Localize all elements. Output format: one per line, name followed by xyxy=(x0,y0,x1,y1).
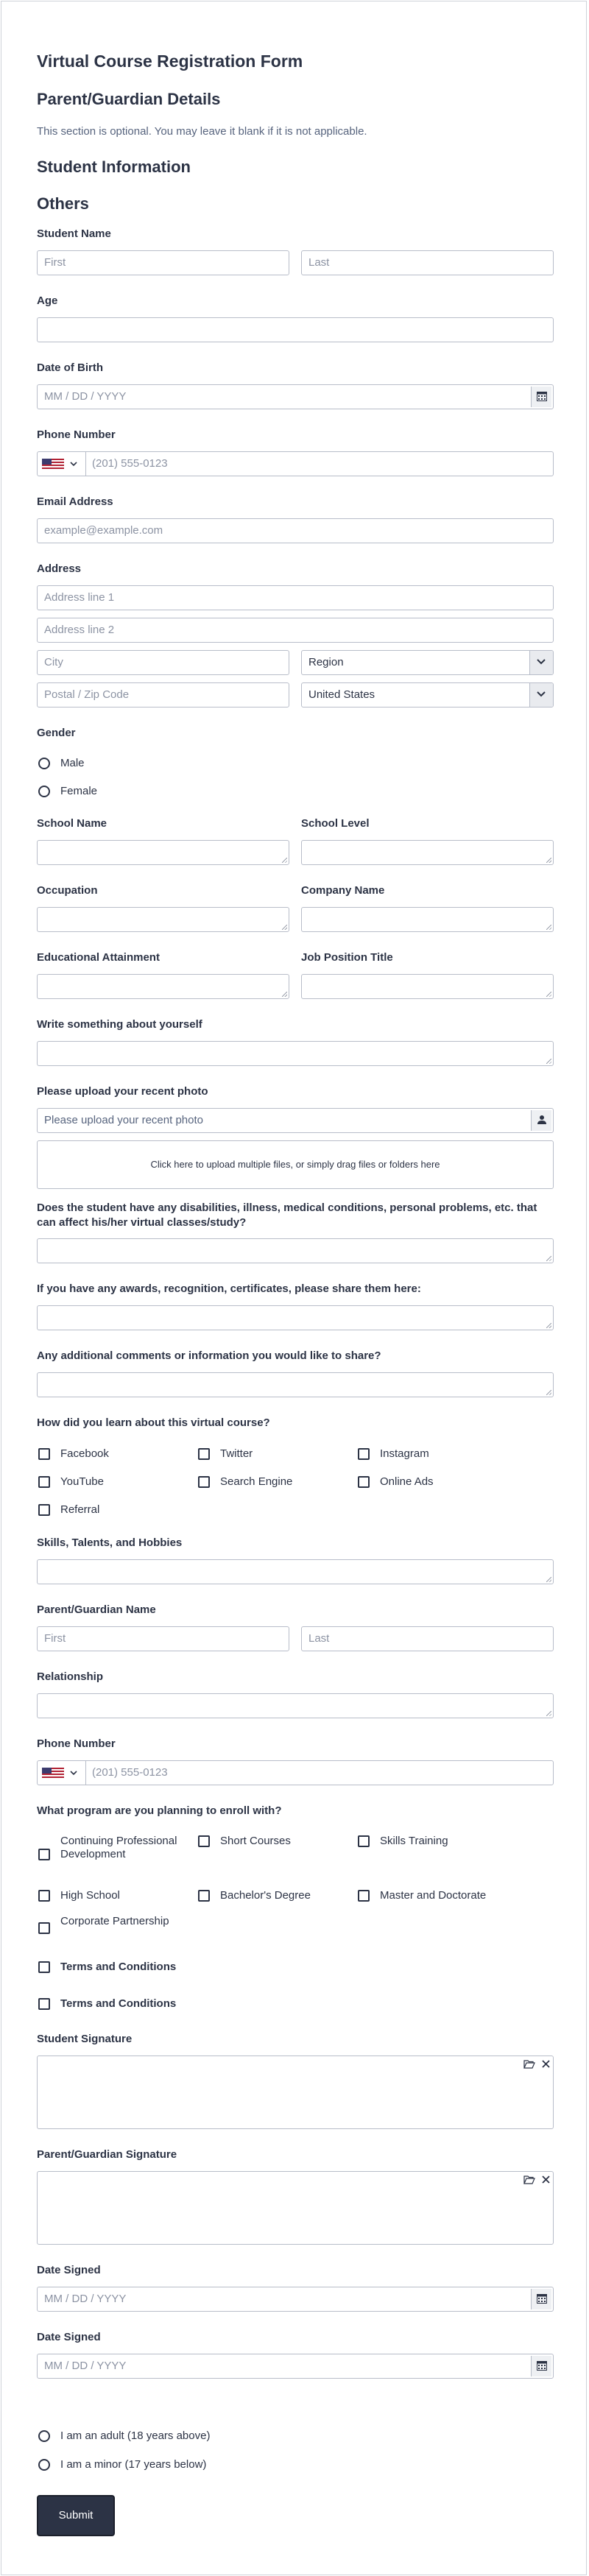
relationship-input[interactable] xyxy=(37,1693,554,1718)
region-select[interactable] xyxy=(301,650,554,675)
dob-placeholder: MM / DD / YYYY xyxy=(44,390,127,403)
email-placeholder: example@example.com xyxy=(44,524,163,537)
photo-placeholder: Please upload your recent photo xyxy=(44,1114,203,1126)
student-name-label: Student Name xyxy=(37,227,111,240)
last-placeholder: Last xyxy=(308,256,330,269)
parent-phone-input[interactable] xyxy=(37,1760,554,1785)
photo-label: Please upload your recent photo xyxy=(37,1085,208,1098)
age-label: Age xyxy=(37,294,58,307)
country-flag-dropdown[interactable] xyxy=(38,1761,86,1785)
learn-search-engine-label: Search Engine xyxy=(220,1475,293,1488)
program-skills-training-checkbox[interactable] xyxy=(358,1835,370,1847)
region-value: Region xyxy=(308,656,344,668)
learn-youtube-checkbox[interactable] xyxy=(38,1476,50,1488)
learn-label: How did you learn about this virtual course? xyxy=(37,1416,270,1429)
parent-phone-placeholder: (201) 555-0123 xyxy=(92,1766,168,1779)
company-name-label: Company Name xyxy=(301,884,385,897)
postal-placeholder: Postal / Zip Code xyxy=(44,688,130,701)
program-short-courses-checkbox[interactable] xyxy=(198,1835,210,1847)
program-high-school-label: High School xyxy=(60,1889,120,1902)
address-line1-input[interactable] xyxy=(37,585,554,610)
terms-checkbox-2[interactable] xyxy=(38,1998,50,2010)
city-input[interactable] xyxy=(37,650,289,675)
company-name-input[interactable] xyxy=(301,907,554,932)
submit-button[interactable]: Submit xyxy=(37,2495,115,2536)
learn-facebook-checkbox[interactable] xyxy=(38,1448,50,1460)
country-select[interactable] xyxy=(301,682,554,707)
about-label: Write something about yourself xyxy=(37,1018,202,1031)
gender-male-label: Male xyxy=(60,757,85,769)
school-name-label: School Name xyxy=(37,817,107,830)
postal-input[interactable] xyxy=(37,682,289,707)
phone-input[interactable] xyxy=(37,451,554,476)
folder-open-icon[interactable] xyxy=(523,2059,535,2069)
learn-online-ads-checkbox[interactable] xyxy=(358,1476,370,1488)
parent-details-description: This section is optional. You may leave it blank if it is not applicable. xyxy=(37,125,367,138)
learn-referral-checkbox[interactable] xyxy=(38,1504,50,1516)
country-flag-dropdown[interactable] xyxy=(38,452,86,476)
parent-last-name-input[interactable] xyxy=(301,1626,554,1651)
adult-radio[interactable] xyxy=(38,2430,50,2442)
address-line1-placeholder: Address line 1 xyxy=(44,591,115,604)
calendar-icon[interactable] xyxy=(531,2289,551,2309)
student-signature-pad[interactable] xyxy=(37,2055,554,2129)
parent-details-heading: Parent/Guardian Details xyxy=(37,90,221,108)
date-signed-1-label: Date Signed xyxy=(37,2264,101,2276)
dob-input[interactable] xyxy=(37,384,554,409)
chevron-down-icon xyxy=(529,651,553,674)
date-signed-2-placeholder: MM / DD / YYYY xyxy=(44,2360,127,2372)
program-skills-training-label: Skills Training xyxy=(380,1835,448,1847)
job-title-input[interactable] xyxy=(301,974,554,999)
folder-open-icon[interactable] xyxy=(523,2175,535,2185)
address-line2-placeholder: Address line 2 xyxy=(44,624,115,636)
first-placeholder: First xyxy=(44,256,66,269)
parent-first-placeholder: First xyxy=(44,1632,66,1645)
terms-label-2: Terms and Conditions xyxy=(60,1997,177,2010)
parent-signature-label: Parent/Guardian Signature xyxy=(37,2148,177,2161)
gender-female-radio[interactable] xyxy=(38,786,50,797)
learn-youtube-label: YouTube xyxy=(60,1475,104,1488)
skills-label: Skills, Talents, and Hobbies xyxy=(37,1536,183,1549)
awards-label: If you have any awards, recognition, certificates, please share them here: xyxy=(37,1282,421,1295)
terms-label-1: Terms and Conditions xyxy=(60,1961,177,1973)
close-icon[interactable] xyxy=(542,2060,550,2068)
address-line2-input[interactable] xyxy=(37,618,554,643)
occupation-input[interactable] xyxy=(37,907,289,932)
file-drop-zone[interactable] xyxy=(37,1140,554,1189)
awards-input[interactable] xyxy=(37,1305,554,1330)
program-label: What program are you planning to enroll with? xyxy=(37,1804,282,1817)
learn-online-ads-label: Online Ads xyxy=(380,1475,434,1488)
about-input[interactable] xyxy=(37,1041,554,1066)
learn-instagram-checkbox[interactable] xyxy=(358,1448,370,1460)
program-corporate-label: Corporate Partnership xyxy=(60,1915,169,1927)
city-placeholder: City xyxy=(44,656,63,668)
education-label: Educational Attainment xyxy=(37,951,160,964)
program-corporate-checkbox[interactable] xyxy=(38,1922,50,1934)
close-icon[interactable] xyxy=(542,2176,550,2184)
job-title-label: Job Position Title xyxy=(301,951,393,964)
student-last-name-input[interactable] xyxy=(301,250,554,275)
chevron-down-icon xyxy=(70,1771,77,1775)
parent-first-name-input[interactable] xyxy=(37,1626,289,1651)
drop-zone-text: Click here to upload multiple files, or simply drag files or folders here xyxy=(150,1159,440,1170)
gender-male-radio[interactable] xyxy=(38,758,50,769)
us-flag-icon xyxy=(42,1768,64,1779)
education-input[interactable] xyxy=(37,974,289,999)
learn-twitter-label: Twitter xyxy=(220,1447,253,1460)
student-first-name-input[interactable] xyxy=(37,250,289,275)
user-icon[interactable] xyxy=(531,1110,551,1131)
dob-label: Date of Birth xyxy=(37,361,103,374)
calendar-icon[interactable] xyxy=(531,387,551,407)
learn-twitter-checkbox[interactable] xyxy=(198,1448,210,1460)
skills-input[interactable] xyxy=(37,1559,554,1584)
minor-radio[interactable] xyxy=(38,2459,50,2471)
learn-search-engine-checkbox[interactable] xyxy=(198,1476,210,1488)
email-label: Email Address xyxy=(37,495,113,508)
learn-facebook-label: Facebook xyxy=(60,1447,109,1460)
program-bachelors-label: Bachelor's Degree xyxy=(220,1889,311,1902)
occupation-label: Occupation xyxy=(37,884,98,897)
program-masters-label: Master and Doctorate xyxy=(380,1889,487,1902)
phone-label: Phone Number xyxy=(37,428,116,441)
age-input[interactable] xyxy=(37,317,554,342)
parent-signature-pad[interactable] xyxy=(37,2171,554,2245)
parent-last-placeholder: Last xyxy=(308,1632,330,1645)
gender-female-label: Female xyxy=(60,785,98,797)
learn-referral-label: Referral xyxy=(60,1503,100,1516)
comments-label: Any additional comments or information you would like to share? xyxy=(37,1349,381,1362)
us-flag-icon xyxy=(42,459,64,470)
phone-placeholder: (201) 555-0123 xyxy=(92,457,168,470)
date-signed-2-input[interactable] xyxy=(37,2354,554,2379)
email-input[interactable] xyxy=(37,518,554,543)
program-high-school-checkbox[interactable] xyxy=(38,1890,50,1902)
parent-name-label: Parent/Guardian Name xyxy=(37,1603,156,1616)
country-value: United States xyxy=(308,688,375,701)
others-heading: Others xyxy=(37,194,89,213)
date-signed-2-label: Date Signed xyxy=(37,2331,101,2343)
student-info-heading: Student Information xyxy=(37,158,191,176)
chevron-down-icon xyxy=(529,683,553,707)
chevron-down-icon xyxy=(70,462,77,466)
form-container xyxy=(1,1,587,2575)
disabilities-label: Does the student have any disabilities, illness, medical conditions, personal problems, etc. that can affect his/her virtual classes/study? xyxy=(37,1201,537,1229)
calendar-icon[interactable] xyxy=(531,2356,551,2376)
terms-checkbox-1[interactable] xyxy=(38,1961,50,1973)
school-level-label: School Level xyxy=(301,817,370,830)
program-cpd-checkbox[interactable] xyxy=(38,1849,50,1860)
minor-label: I am a minor (17 years below) xyxy=(60,2458,207,2471)
adult-label: I am an adult (18 years above) xyxy=(60,2429,211,2442)
school-level-input[interactable] xyxy=(301,840,554,865)
program-cpd-label: Continuing Professional Development xyxy=(60,1835,177,1860)
disabilities-input[interactable] xyxy=(37,1238,554,1263)
form-title: Virtual Course Registration Form xyxy=(37,52,303,71)
program-masters-checkbox[interactable] xyxy=(358,1890,370,1902)
date-signed-1-input[interactable] xyxy=(37,2287,554,2312)
learn-instagram-label: Instagram xyxy=(380,1447,429,1460)
date-signed-1-placeholder: MM / DD / YYYY xyxy=(44,2293,127,2305)
school-name-input[interactable] xyxy=(37,840,289,865)
program-short-courses-label: Short Courses xyxy=(220,1835,291,1847)
comments-input[interactable] xyxy=(37,1372,554,1397)
address-label: Address xyxy=(37,562,82,575)
relationship-label: Relationship xyxy=(37,1670,104,1683)
gender-label: Gender xyxy=(37,727,76,739)
student-signature-label: Student Signature xyxy=(37,2033,133,2045)
parent-phone-label: Phone Number xyxy=(37,1737,116,1750)
photo-upload-input[interactable] xyxy=(37,1108,554,1133)
program-bachelors-checkbox[interactable] xyxy=(198,1890,210,1902)
